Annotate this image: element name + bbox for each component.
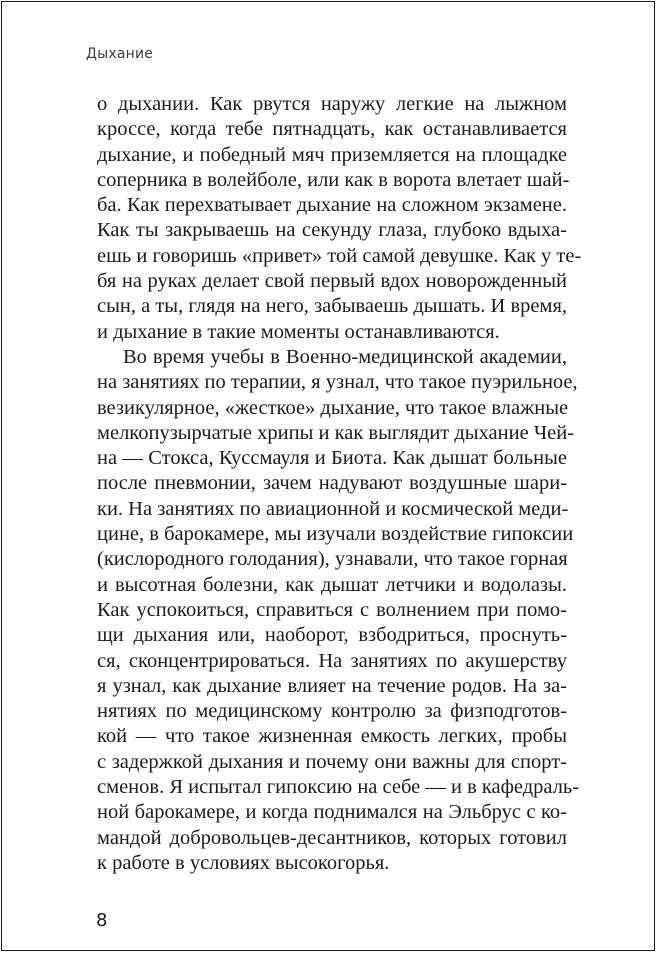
text-line: цине, в барокамере, мы изучали воздействие гипоксии xyxy=(97,523,574,546)
text-line: нятиях по медицинскому контролю за физподготов- xyxy=(97,700,567,723)
text-line: о дыхании. Как рвутся наружу легкие на лыжном xyxy=(97,93,567,115)
text-line: Как успокоиться, справиться с волнением при помо- xyxy=(97,598,567,621)
running-head: Дыхание xyxy=(86,46,154,62)
text-line: (кислородного голодания), узнавали, что такое горная xyxy=(97,548,568,571)
text-line: ной барокамере, и когда поднимался на Эльбрус с ко- xyxy=(97,801,567,824)
text-line: ба. Как перехватывает дыхание на сложном экзамене. xyxy=(97,194,567,217)
text-line: мелкопузырчатые хрипы и как выглядит дыхание Чей- xyxy=(97,421,575,444)
text-line: кроссе, когда тебе пятнадцать, как останавливается xyxy=(97,118,567,141)
text-line: Как ты закрываешь на секунду глаза, глубоко вдыха- xyxy=(97,219,567,242)
paragraph-1 xyxy=(97,92,582,345)
text-line: на занятиях по терапии, я узнал, что такое пуэрильное, xyxy=(97,371,578,394)
text-line: на — Стокса, Куссмауля и Биота. Как дышат больные xyxy=(97,447,567,470)
text-line: мандой добровольцев-десантников, которых готовил xyxy=(97,826,567,849)
text-line: с задержкой дыхания и почему они важны для спорт- xyxy=(97,750,567,773)
text-line: ешь и говоришь «привет» той самой девушке. Как у те- xyxy=(97,244,582,267)
text-line: дыхание, и победный мяч приземляется на площадке xyxy=(97,143,567,166)
page-number: 8 xyxy=(96,910,108,931)
text-line: к работе в условиях высокогорья. xyxy=(97,851,390,874)
text-line: щи дыхания или, наоборот, взбодриться, проснуть- xyxy=(97,624,567,647)
text-line: соперника в волейболе, или как в ворота влетает шай- xyxy=(97,168,570,191)
text-line: везикулярное, «жесткое» дыхание, что такое влажные xyxy=(97,396,569,419)
text-line: и высотная болезни, как дышат летчики и водолазы. xyxy=(97,573,567,596)
text-line: сын, а ты, глядя на него, забываешь дышать. И время, xyxy=(97,295,567,318)
text-line: бя на руках делает свой первый вдох новорожденный xyxy=(97,270,567,293)
text-line: кой — что такое жизненная емкость легких, пробы xyxy=(97,725,567,748)
text-line: Во время учебы в Военно-медицинской академии, xyxy=(123,345,567,368)
text-line: ки. На занятиях по авиационной и космической меди- xyxy=(97,497,569,520)
text-line: сменов. Я испытал гипоксию на себе — и в кафедраль- xyxy=(97,776,580,799)
book-page xyxy=(1,1,655,951)
text-line: ся, сконцентрироваться. На занятиях по акушерству xyxy=(97,649,567,672)
text-line: я узнал, как дыхание влияет на течение родов. На за- xyxy=(97,674,567,697)
text-line: после пневмонии, зачем надувают воздушные шари- xyxy=(97,472,567,495)
body-text xyxy=(97,92,582,876)
text-line: и дыхание в такие моменты останавливаются. xyxy=(97,320,500,343)
paragraph-2 xyxy=(97,345,580,876)
